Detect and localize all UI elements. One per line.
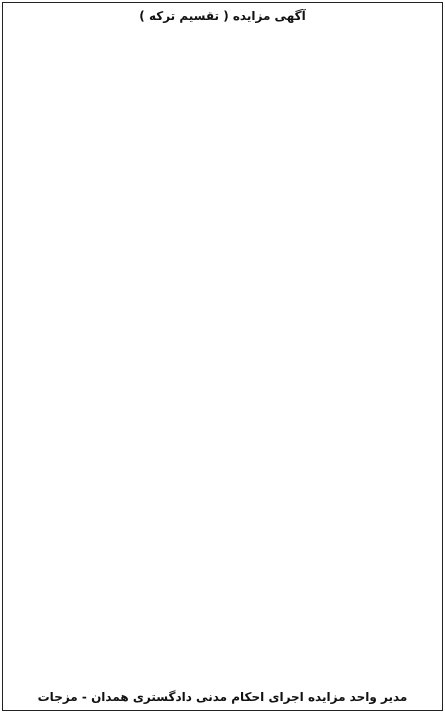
notice-body	[11, 23, 434, 690]
auction-notice	[2, 2, 443, 711]
notice-title: آگهی مزایده ( تقسیم ترکه )	[139, 9, 306, 23]
notice-signature: مدیر واحد مزایده اجرای احکام مدنی دادگستری همدان - مزجات	[37, 690, 408, 704]
